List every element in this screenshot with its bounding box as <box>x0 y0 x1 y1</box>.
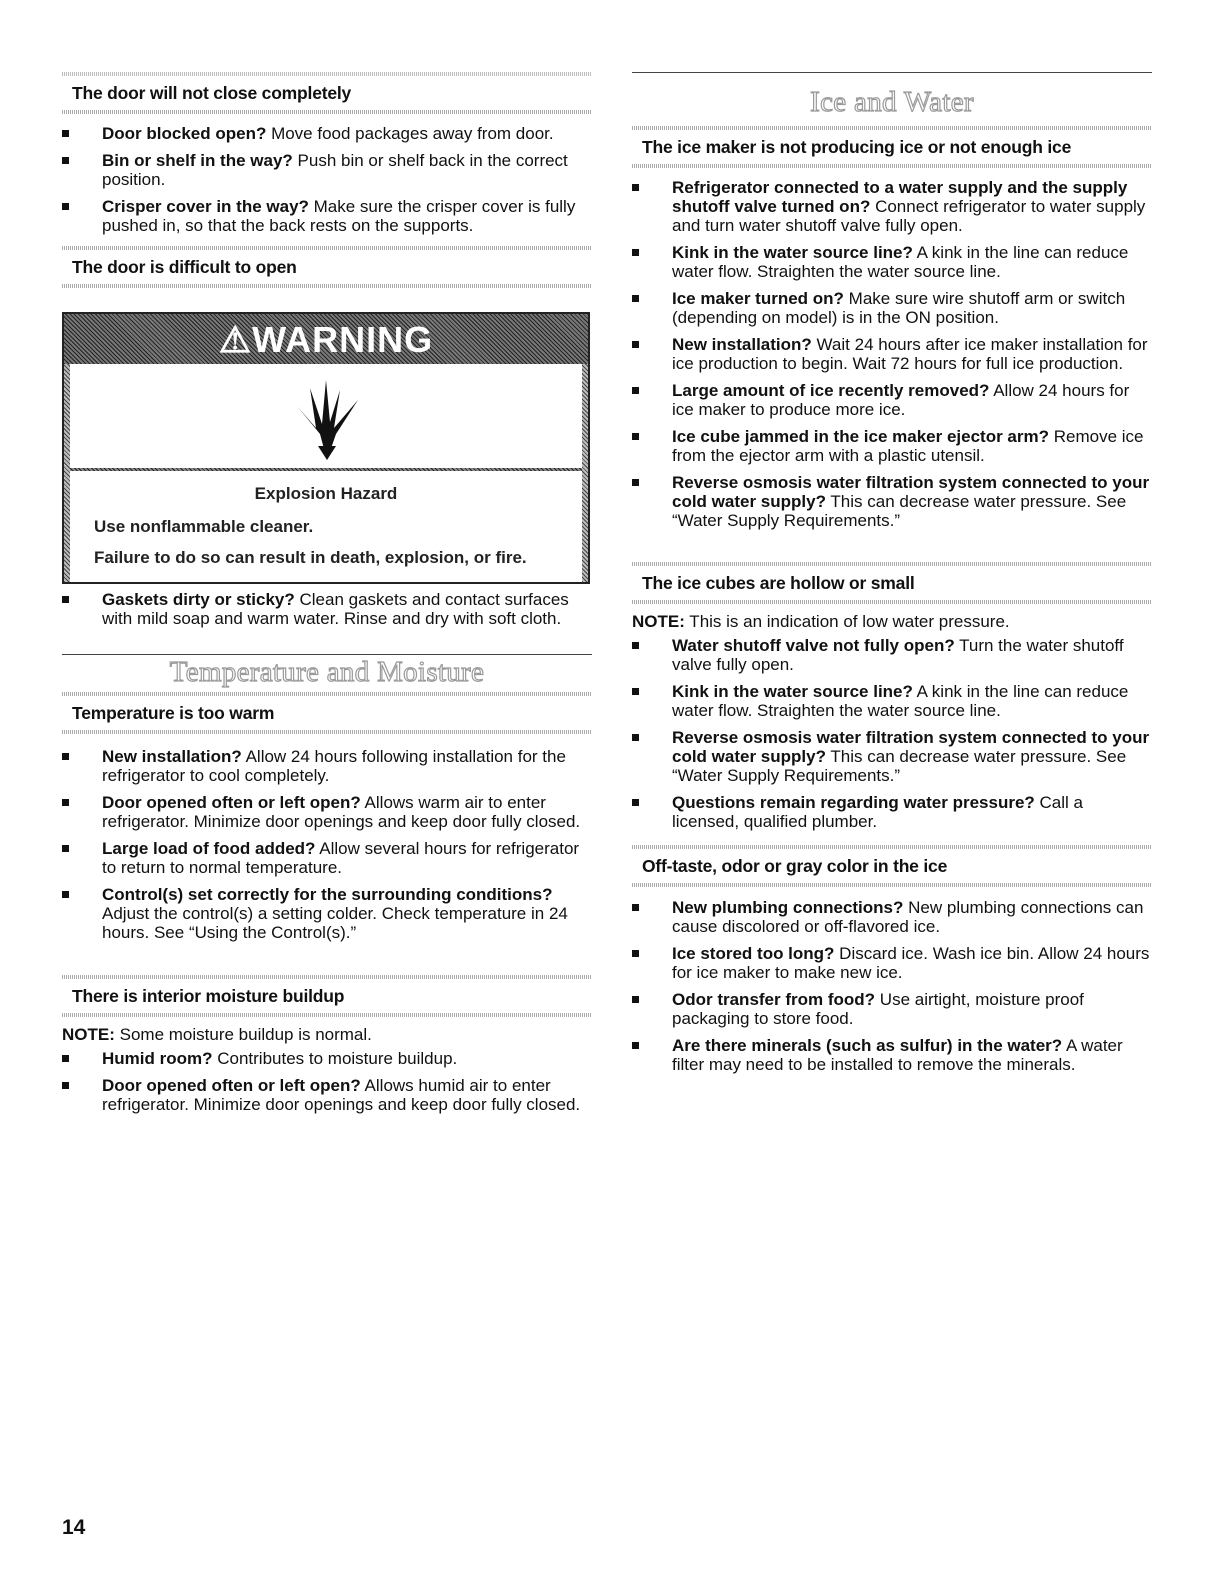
list-item <box>62 885 592 942</box>
list-off-taste <box>632 898 1152 1082</box>
item-question: Door opened often or left open? <box>102 1076 361 1095</box>
list-item <box>62 124 592 143</box>
item-question: Odor transfer from food? <box>672 990 876 1009</box>
list-moisture <box>62 1049 592 1122</box>
list-item <box>632 898 1152 936</box>
page-number: 14 <box>62 1516 86 1539</box>
item-answer: Allows warm air to enter refrigerator. Minimize door openings and keep door fully closed. <box>102 793 581 831</box>
heading-hollow: The ice cubes are hollow or small <box>632 562 1152 604</box>
list-item <box>632 335 1152 373</box>
heading-too-warm: Temperature is too warm <box>62 692 592 734</box>
item-question: Control(s) set correctly for the surrounding conditions? <box>102 885 553 904</box>
item-question: Humid room? <box>102 1049 213 1068</box>
list-item <box>632 289 1152 327</box>
list-too-warm <box>62 747 592 950</box>
explosion-icon <box>292 376 362 460</box>
item-question: Crisper cover in the way? <box>102 197 309 216</box>
item-answer: Contributes to moisture buildup. <box>212 1049 458 1068</box>
warning-hazard: Explosion Hazard <box>254 484 398 503</box>
section-title-ice-water: Ice and Water <box>810 86 974 118</box>
list-item <box>632 636 1152 674</box>
warning-line-2: Failure to do so can result in death, explosion, or fire. <box>94 548 527 567</box>
list-item <box>62 151 592 189</box>
item-answer: This can decrease water pressure. See “Water Supply Requirements.” <box>672 747 1127 785</box>
item-question: Water shutoff valve not fully open? <box>672 636 955 655</box>
item-question: Door opened often or left open? <box>102 793 361 812</box>
item-answer: Remove ice from the ejector arm with a plastic utensil. <box>672 427 1144 465</box>
warning-title: ⚠WARNING <box>218 319 434 360</box>
list-item <box>62 1049 592 1068</box>
item-question: Large amount of ice recently removed? <box>672 381 990 400</box>
item-answer: Adjust the control(s) a setting colder. Check temperature in 24 hours. See “Using the Control(s).” <box>102 904 568 942</box>
item-question: Refrigerator connected to a water supply and the supply shutoff valve turned on? <box>672 178 1128 216</box>
heading-off-taste: Off-taste, odor or gray color in the ice <box>632 845 1152 887</box>
list-hollow <box>632 636 1152 839</box>
item-answer: Make sure wire shutoff arm or switch (depending on model) is in the ON position. <box>672 289 1126 327</box>
list-item <box>632 944 1152 982</box>
item-question: Ice maker turned on? <box>672 289 844 308</box>
item-question: Kink in the water source line? <box>672 243 913 262</box>
item-answer: Connect refrigerator to water supply and turn water shutoff valve fully open. <box>672 197 1146 235</box>
item-question: Ice cube jammed in the ice maker ejector arm? <box>672 427 1049 446</box>
list-item <box>632 682 1152 720</box>
item-question: Ice stored too long? <box>672 944 835 963</box>
section-rule <box>62 654 592 655</box>
warning-triangle-icon: ⚠ <box>218 319 253 360</box>
item-answer: A kink in the line can reduce water flow. Straighten the water source line. <box>672 682 1129 720</box>
heading-door-open: The door is difficult to open <box>62 246 592 288</box>
item-question: Door blocked open? <box>102 124 267 143</box>
item-answer: Turn the water shutoff valve fully open. <box>672 636 1124 674</box>
item-answer: Allow several hours for refrigerator to return to normal temperature. <box>102 839 580 877</box>
item-answer: A kink in the line can reduce water flow. Straighten the water source line. <box>672 243 1129 281</box>
item-question: Bin or shelf in the way? <box>102 151 293 170</box>
item-answer: This can decrease water pressure. See “Water Supply Requirements.” <box>672 492 1127 530</box>
list-item <box>632 427 1152 465</box>
heading-not-producing: The ice maker is not producing ice or not enough ice <box>632 126 1152 168</box>
list-item <box>62 747 592 785</box>
section-title-temperature: Temperature and Moisture <box>169 656 485 688</box>
moisture-note: NOTE: Some moisture buildup is normal. <box>62 1025 372 1044</box>
list-item <box>632 990 1152 1028</box>
list-gaskets <box>62 590 592 636</box>
list-item <box>632 1036 1152 1074</box>
item-answer: Call a licensed, qualified plumber. <box>672 793 1083 831</box>
heading-door-close: The door will not close completely <box>62 76 592 114</box>
item-question: Reverse osmosis water filtration system connected to your cold water supply? <box>672 473 1150 511</box>
section-rule-ice <box>632 72 1152 73</box>
item-question: Kink in the water source line? <box>672 682 913 701</box>
item-answer: New plumbing connections can cause discolored or off-flavored ice. <box>672 898 1144 936</box>
list-not-producing <box>632 178 1152 538</box>
item-answer: A water filter may need to be installed to remove the minerals. <box>672 1036 1123 1074</box>
item-answer: Make sure the crisper cover is fully pushed in, so that the back rests on the supports. <box>102 197 576 235</box>
list-item <box>632 473 1152 530</box>
item-question: Reverse osmosis water filtration system connected to your cold water supply? <box>672 728 1150 766</box>
item-question: New plumbing connections? <box>672 898 904 917</box>
list-item <box>62 1076 592 1114</box>
item-question: Questions remain regarding water pressure? <box>672 793 1035 812</box>
item-answer: Allow 24 hours for ice maker to produce more ice. <box>672 381 1130 419</box>
hollow-note: NOTE: This is an indication of low water pressure. <box>632 612 1010 631</box>
item-answer: Discard ice. Wash ice bin. Allow 24 hours for ice maker to make new ice. <box>672 944 1150 982</box>
item-answer: Use airtight, moisture proof packaging to store food. <box>672 990 1084 1028</box>
list-item <box>632 728 1152 785</box>
list-item <box>632 793 1152 831</box>
item-question: New installation? <box>102 747 242 766</box>
list-item <box>62 197 592 235</box>
item-answer: Allows humid air to enter refrigerator. Minimize door openings and keep door fully closed. <box>102 1076 581 1114</box>
list-item <box>62 839 592 877</box>
list-item <box>632 381 1152 419</box>
item-question: New installation? <box>672 335 812 354</box>
item-question: Large load of food added? <box>102 839 316 858</box>
list-item <box>62 793 592 831</box>
list-item <box>632 243 1152 281</box>
item-question: Gaskets dirty or sticky? <box>102 590 295 609</box>
list-door-close <box>62 124 592 243</box>
list-item <box>632 178 1152 235</box>
item-answer: Clean gaskets and contact surfaces with mild soap and warm water. Rinse and dry with soft cloth. <box>102 590 569 628</box>
warning-box <box>62 312 590 584</box>
item-answer: Move food packages away from door. <box>266 124 554 143</box>
heading-moisture: There is interior moisture buildup <box>62 975 592 1017</box>
item-question: Are there minerals (such as sulfur) in the water? <box>672 1036 1063 1055</box>
item-answer: Allow 24 hours following installation for the refrigerator to cool completely. <box>102 747 566 785</box>
list-item <box>62 590 592 628</box>
item-answer: Push bin or shelf back in the correct position. <box>102 151 568 189</box>
item-answer: Wait 24 hours after ice maker installation for ice production to begin. Wait 72 hours for full ice production. <box>672 335 1148 373</box>
warning-line-1: Use nonflammable cleaner. <box>94 517 314 536</box>
